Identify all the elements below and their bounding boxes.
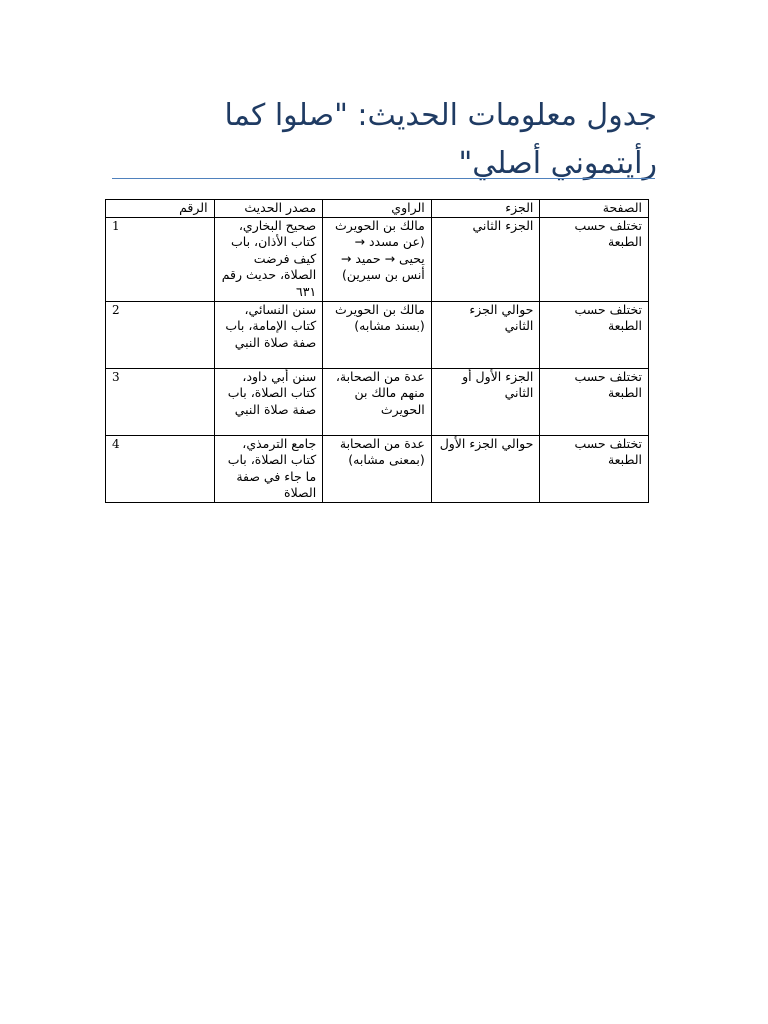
cell-narrator: مالك بن الحويرث (بسند مشابه) — [323, 301, 432, 368]
table-header-row — [106, 200, 649, 218]
header-part: الجزء — [431, 200, 540, 218]
cell-page: تختلف حسب الطبعة — [540, 435, 649, 502]
page-title: جدول معلومات الحديث: "صلوا كما رأيتموني أصلي" — [224, 98, 657, 181]
cell-number: 4 — [106, 435, 215, 502]
cell-narrator: عدة من الصحابة (بمعنى مشابه) — [323, 435, 432, 502]
cell-narrator: مالك بن الحويرث (عن مسدد → يحيى → حميد → أنس بن سيرين) — [323, 217, 432, 301]
table-row — [106, 217, 649, 301]
cell-page: تختلف حسب الطبعة — [540, 301, 649, 368]
cell-part: الجزء الأول أو الثاني — [431, 368, 540, 435]
header-page: الصفحة — [540, 200, 649, 218]
header-number: الرقم — [106, 200, 215, 218]
header-source: مصدر الحديث — [214, 200, 323, 218]
cell-source: صحيح البخاري، كتاب الأذان، باب كيف فرضت الصلاة، حديث رقم ٦٣١ — [214, 217, 323, 301]
cell-number: 3 — [106, 368, 215, 435]
header-narrator: الراوي — [323, 200, 432, 218]
table-row — [106, 435, 649, 502]
cell-source: سنن النسائي، كتاب الإمامة، باب صفة صلاة النبي — [214, 301, 323, 368]
table-row — [106, 301, 649, 368]
cell-number: 2 — [106, 301, 215, 368]
cell-page: تختلف حسب الطبعة — [540, 368, 649, 435]
cell-source: جامع الترمذي، كتاب الصلاة، باب ما جاء في صفة الصلاة — [214, 435, 323, 502]
cell-number: 1 — [106, 217, 215, 301]
hadith-info-table — [105, 199, 649, 503]
cell-source: سنن أبي داود، كتاب الصلاة، باب صفة صلاة النبي — [214, 368, 323, 435]
title-underline — [112, 178, 655, 179]
cell-part: الجزء الثاني — [431, 217, 540, 301]
cell-part: حوالي الجزء الثاني — [431, 301, 540, 368]
table-row — [106, 368, 649, 435]
cell-part: حوالي الجزء الأول — [431, 435, 540, 502]
cell-narrator: عدة من الصحابة، منهم مالك بن الحويرث — [323, 368, 432, 435]
cell-page: تختلف حسب الطبعة — [540, 217, 649, 301]
